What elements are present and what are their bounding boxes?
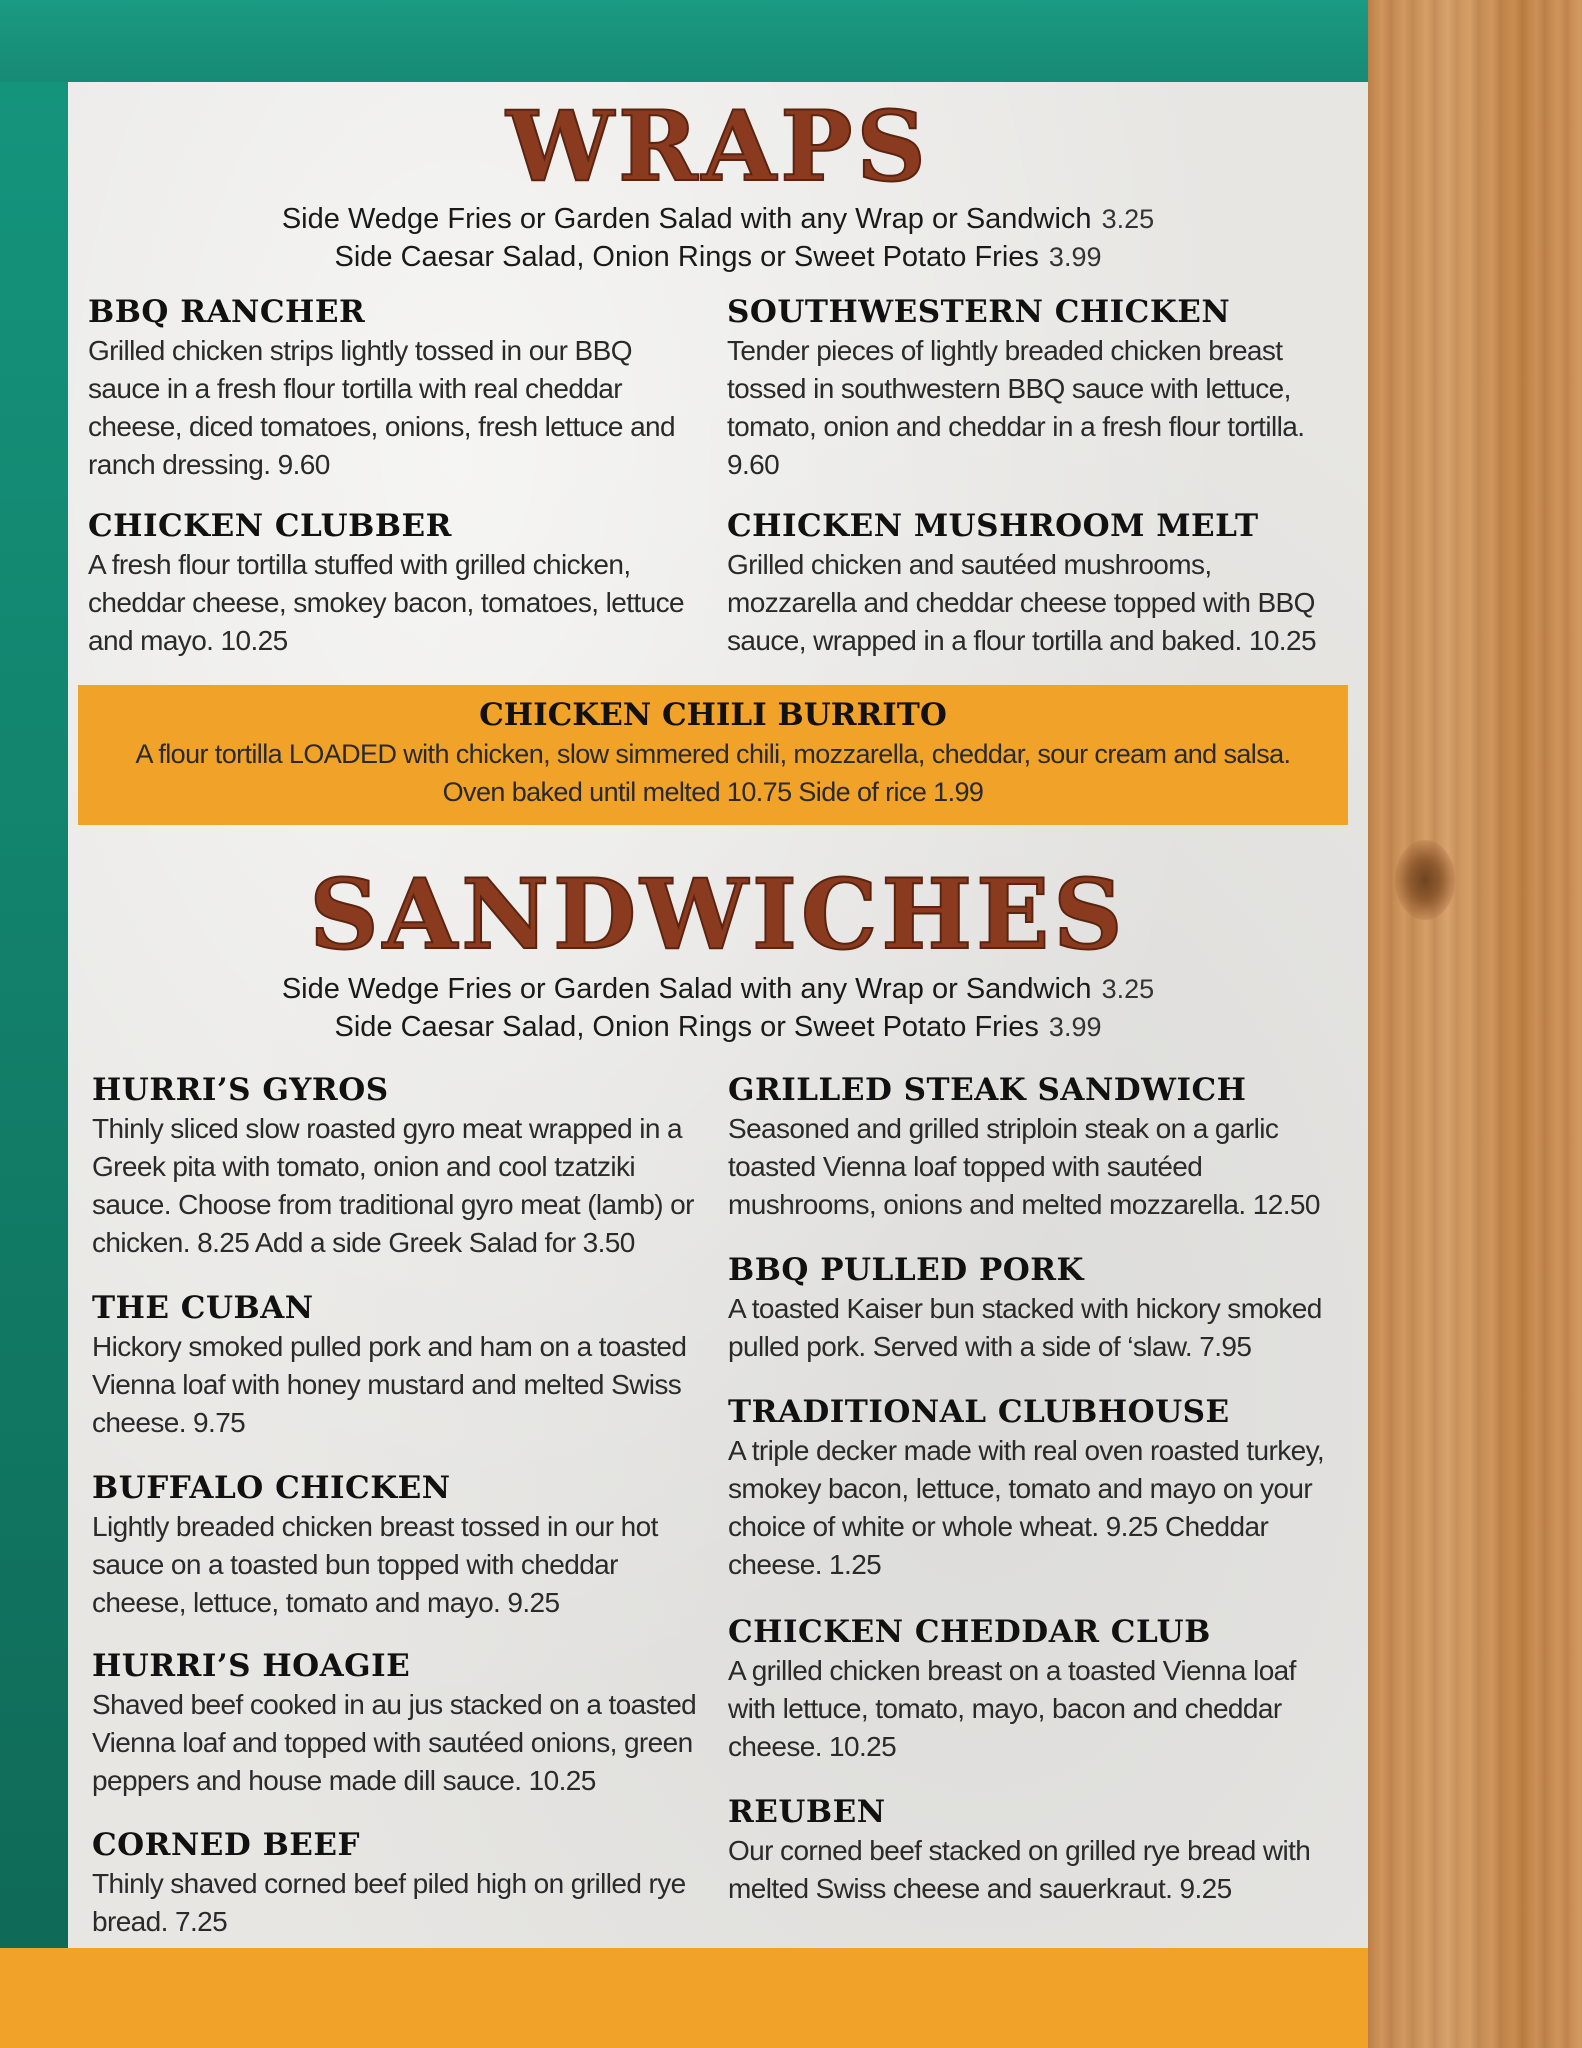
menu-item bbox=[92, 1070, 712, 1262]
wraps-side-line-2 bbox=[68, 238, 1368, 276]
item-description: Our corned beef stacked on grilled rye bread with melted Swiss cheese and sauerkraut. 9.25 bbox=[728, 1835, 1311, 1904]
item-name: CHICKEN CLUBBER bbox=[88, 508, 452, 544]
item-description: Lightly breaded chicken breast tossed in our hot sauce on a toasted bun topped with cheddar cheese, lettuce, tomato and mayo. 9.25 bbox=[92, 1511, 658, 1618]
sandwiches-side-line-1 bbox=[68, 970, 1368, 1008]
side-price: 3.99 bbox=[1048, 1012, 1102, 1042]
item-description: Grilled chicken strips lightly tossed in our BBQ sauce in a fresh flour tortilla with real cheddar cheese, diced tomatoes, onions, fresh lettuce and ranch dressing. 9.60 bbox=[88, 335, 675, 480]
menu-item bbox=[92, 1288, 712, 1442]
item-description: A toasted Kaiser bun stacked with hickory smoked pulled pork. Served with a side of ‘slaw. 7.95 bbox=[728, 1293, 1322, 1362]
item-description: A triple decker made with real oven roasted turkey, smokey bacon, lettuce, tomato and mayo on your choice of white or whole wheat. 9.25 Cheddar cheese. 1.25 bbox=[728, 1435, 1325, 1580]
item-description: Thinly shaved corned beef piled high on grilled rye bread. 7.25 bbox=[92, 1868, 686, 1937]
side-price: 3.25 bbox=[1101, 204, 1155, 234]
side-price: 3.99 bbox=[1048, 242, 1102, 272]
wraps-side-line-1 bbox=[68, 200, 1368, 238]
menu-item bbox=[88, 292, 708, 484]
item-description: Grilled chicken and sautéed mushrooms, mozzarella and cheddar cheese topped with BBQ sauce, wrapped in a flour tortilla and baked. 10.25 bbox=[727, 549, 1316, 656]
item-name: HURRI’S GYROS bbox=[92, 1072, 389, 1108]
menu-item bbox=[92, 1646, 712, 1800]
item-description: Seasoned and grilled striploin steak on a garlic toasted Vienna loaf topped with sautéed mushrooms, onions and melted mozzarella. 12.50 bbox=[728, 1113, 1320, 1220]
item-name: TRADITIONAL CLUBHOUSE bbox=[728, 1394, 1230, 1430]
item-description: Thinly sliced slow roasted gyro meat wrapped in a Greek pita with tomato, onion and cool tzatziki sauce. Choose from traditional gyro meat (lamb) or chicken. 8.25 Add a side Greek Salad for 3.50 bbox=[92, 1113, 694, 1258]
menu-item bbox=[728, 1792, 1348, 1908]
teal-left-band bbox=[0, 82, 68, 1948]
item-description: A grilled chicken breast on a toasted Vienna loaf with lettuce, tomato, mayo, bacon and cheddar cheese. 10.25 bbox=[728, 1655, 1296, 1762]
featured-name: CHICKEN CHILI BURRITO bbox=[479, 697, 947, 733]
side-text: Side Wedge Fries or Garden Salad with any Wrap or Sandwich bbox=[281, 973, 1092, 1005]
item-description: Tender pieces of lightly breaded chicken breast tossed in southwestern BBQ sauce with lettuce, tomato, onion and cheddar in a fresh flour tortilla. 9.60 bbox=[727, 335, 1305, 480]
wood-panel bbox=[1368, 0, 1582, 2048]
teal-top-band bbox=[0, 0, 1368, 82]
sandwiches-title: SANDWICHES bbox=[309, 858, 1127, 971]
side-text: Side Caesar Salad, Onion Rings or Sweet Potato Fries bbox=[334, 241, 1039, 273]
item-name: SOUTHWESTERN CHICKEN bbox=[727, 294, 1231, 330]
menu-item bbox=[92, 1468, 712, 1622]
menu-item bbox=[727, 292, 1347, 484]
item-name: THE CUBAN bbox=[92, 1290, 314, 1326]
item-name: HURRI’S HOAGIE bbox=[92, 1648, 411, 1684]
menu-item bbox=[92, 1825, 712, 1941]
side-text: Side Caesar Salad, Onion Rings or Sweet Potato Fries bbox=[334, 1011, 1039, 1043]
menu-item bbox=[88, 506, 708, 660]
side-price: 3.25 bbox=[1101, 974, 1155, 1004]
menu-item bbox=[728, 1250, 1348, 1366]
featured-desc-line-2: Oven baked until melted 10.75 Side of rice 1.99 bbox=[442, 777, 984, 807]
item-name: BUFFALO CHICKEN bbox=[92, 1470, 451, 1506]
menu-item bbox=[728, 1392, 1348, 1584]
item-description: A fresh flour tortilla stuffed with grilled chicken, cheddar cheese, smokey bacon, tomatoes, lettuce and mayo. 10.25 bbox=[88, 549, 684, 656]
item-name: REUBEN bbox=[728, 1794, 886, 1830]
featured-desc-line-1: A flour tortilla LOADED with chicken, slow simmered chili, mozzarella, cheddar, sour cream and salsa. bbox=[135, 739, 1291, 769]
menu-item bbox=[728, 1612, 1348, 1766]
side-text: Side Wedge Fries or Garden Salad with any Wrap or Sandwich bbox=[281, 203, 1092, 235]
item-name: CHICKEN CHEDDAR CLUB bbox=[728, 1614, 1211, 1650]
menu-item bbox=[727, 506, 1347, 660]
sandwiches-side-line-2 bbox=[68, 1008, 1368, 1046]
item-name: BBQ RANCHER bbox=[88, 294, 366, 330]
wraps-title: WRAPS bbox=[506, 90, 930, 203]
featured-banner bbox=[78, 685, 1348, 825]
orange-bottom-band bbox=[0, 1948, 1368, 2048]
item-name: BBQ PULLED PORK bbox=[728, 1252, 1084, 1288]
wood-knot bbox=[1395, 840, 1455, 920]
item-name: CORNED BEEF bbox=[92, 1827, 361, 1863]
item-description: Hickory smoked pulled pork and ham on a toasted Vienna loaf with honey mustard and melted Swiss cheese. 9.75 bbox=[92, 1331, 687, 1438]
menu-item bbox=[728, 1070, 1348, 1224]
item-name: GRILLED STEAK SANDWICH bbox=[728, 1072, 1247, 1108]
item-name: CHICKEN MUSHROOM MELT bbox=[727, 508, 1259, 544]
item-description: Shaved beef cooked in au jus stacked on a toasted Vienna loaf and topped with sautéed onions, green peppers and house made dill sauce. 10.25 bbox=[92, 1689, 697, 1796]
